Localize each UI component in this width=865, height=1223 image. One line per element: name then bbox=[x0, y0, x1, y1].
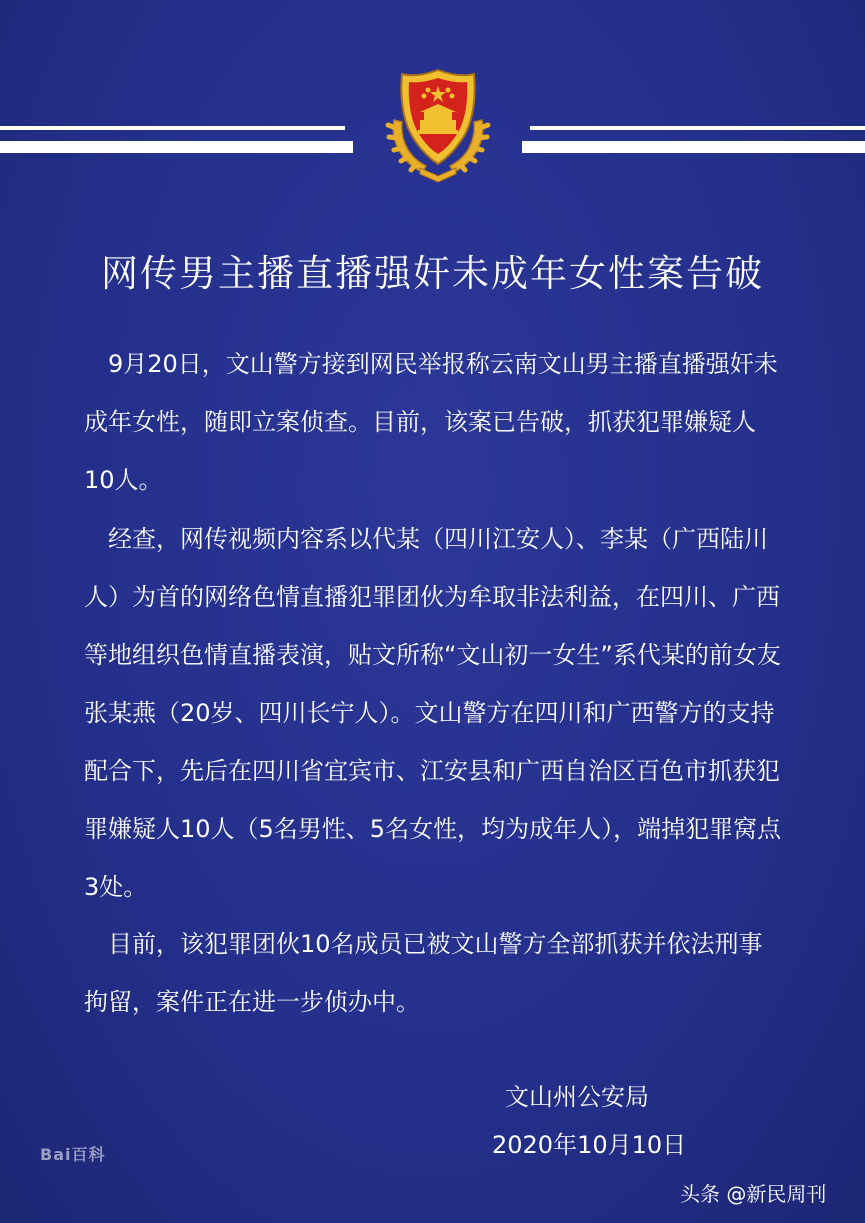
header-rule-left-thin bbox=[0, 126, 345, 130]
header-rule-left-thick bbox=[0, 141, 353, 153]
police-badge-icon bbox=[376, 62, 500, 186]
header-rule-right-thick bbox=[522, 141, 865, 153]
paragraph-2: 经查，网传视频内容系以代某（四川江安人）、李某（广西陆川人）为首的网络色情直播犯罪团伙为牟取非法利益，在四川、广西等地组织色情直播表演，贴文所称“文山初一女生”系代某的前女友张某燕（20岁、四川长宁人）。文山警方在四川和广西警方的支持配合下，先后在四川省宜宾市、江安县和广西自治区百色市抓获犯罪嫌疑人10人（5名男性、5名女性，均为成年人），端掉犯罪窝点3处。 bbox=[84, 525, 782, 901]
page-title: 网传男主播直播强奸未成年女性案告破 bbox=[101, 252, 764, 295]
paragraph-3: 目前，该犯罪团伙10名成员已被文山警方全部抓获并依法刑事拘留，案件正在进一步侦办中。 bbox=[84, 930, 763, 1016]
baidu-watermark: Bai百科 bbox=[40, 1145, 106, 1164]
signature-date: 2020年10月10日 bbox=[492, 1131, 687, 1159]
signature-organization: 文山州公安局 bbox=[505, 1083, 649, 1111]
paragraph-1: 9月20日，文山警方接到网民举报称云南文山男主播直播强奸未成年女性，随即立案侦查。目前，该案已告破，抓获犯罪嫌疑人10人。 bbox=[84, 350, 778, 494]
source-watermark: 头条 @新民周刊 bbox=[680, 1182, 827, 1206]
header-rule-right-thin bbox=[530, 126, 865, 130]
